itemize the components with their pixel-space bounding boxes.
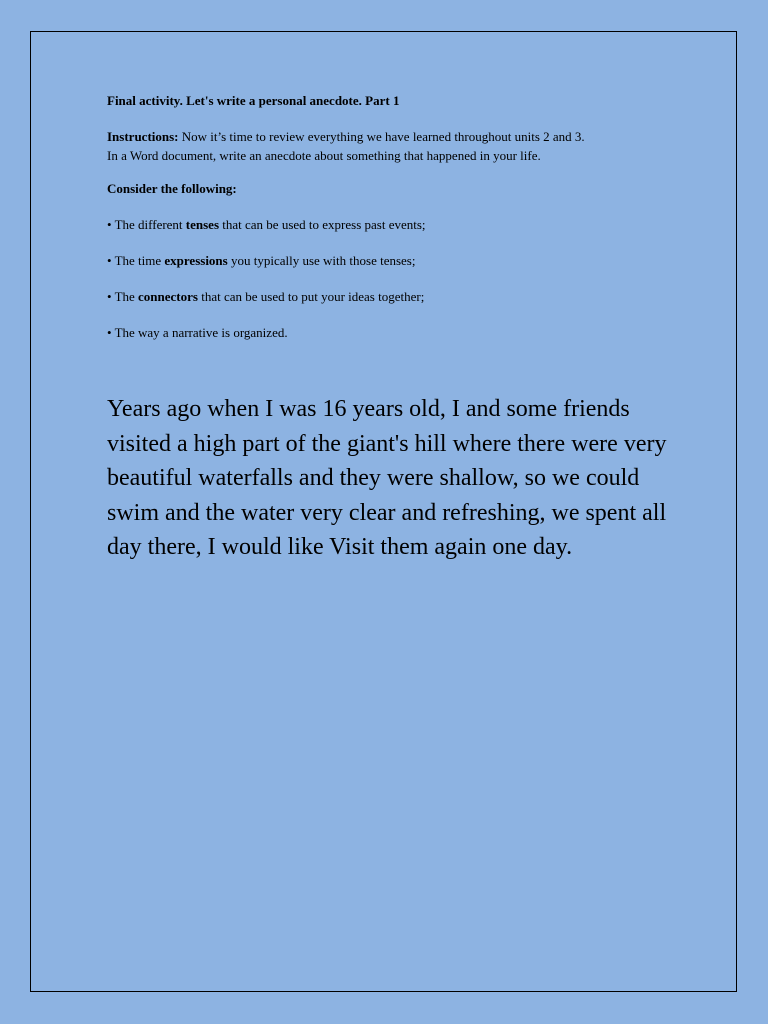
bullet-keyword: expressions [164,253,228,268]
consider-heading: Consider the following: [107,181,237,196]
instructions-line-2: In a Word document, write an anecdote about something that happened in your life. [107,148,541,163]
bullet-text: that can be used to express past events; [219,217,426,232]
bullet-keyword: connectors [138,289,198,304]
instructions-paragraph [107,127,667,165]
bullet-keyword: tenses [185,217,220,232]
instructions-line-1: Now it’s time to review everything we have learned throughout units 2 and 3. [178,129,585,144]
bullet-narrative [107,325,667,341]
bullet-text: • The [107,289,139,304]
bullet-text: you typically use with those tenses; [227,253,416,268]
bullet-tenses [107,217,667,233]
anecdote-text: Years ago when I was 16 years old, I and some friends visited a high part of the giant's hill where there were very beautiful waterfalls and they were shallow, so we could swim and the water very clear and refreshing, we spent all day there, I would like Visit them again one day. [107,396,667,560]
bullet-text: that can be used to put your ideas together; [197,289,425,304]
instructions-label: Instructions: [107,129,179,144]
bullet-expressions [107,253,667,269]
activity-title: Final activity. Let's write a personal anecdote. Part 1 [107,93,400,108]
instructions-section [107,93,667,361]
bullet-text: • The time [107,253,165,268]
bullet-connectors [107,289,667,305]
bullet-text: • The different [107,217,186,232]
bullet-text: • The way a narrative is organized. [107,325,288,340]
